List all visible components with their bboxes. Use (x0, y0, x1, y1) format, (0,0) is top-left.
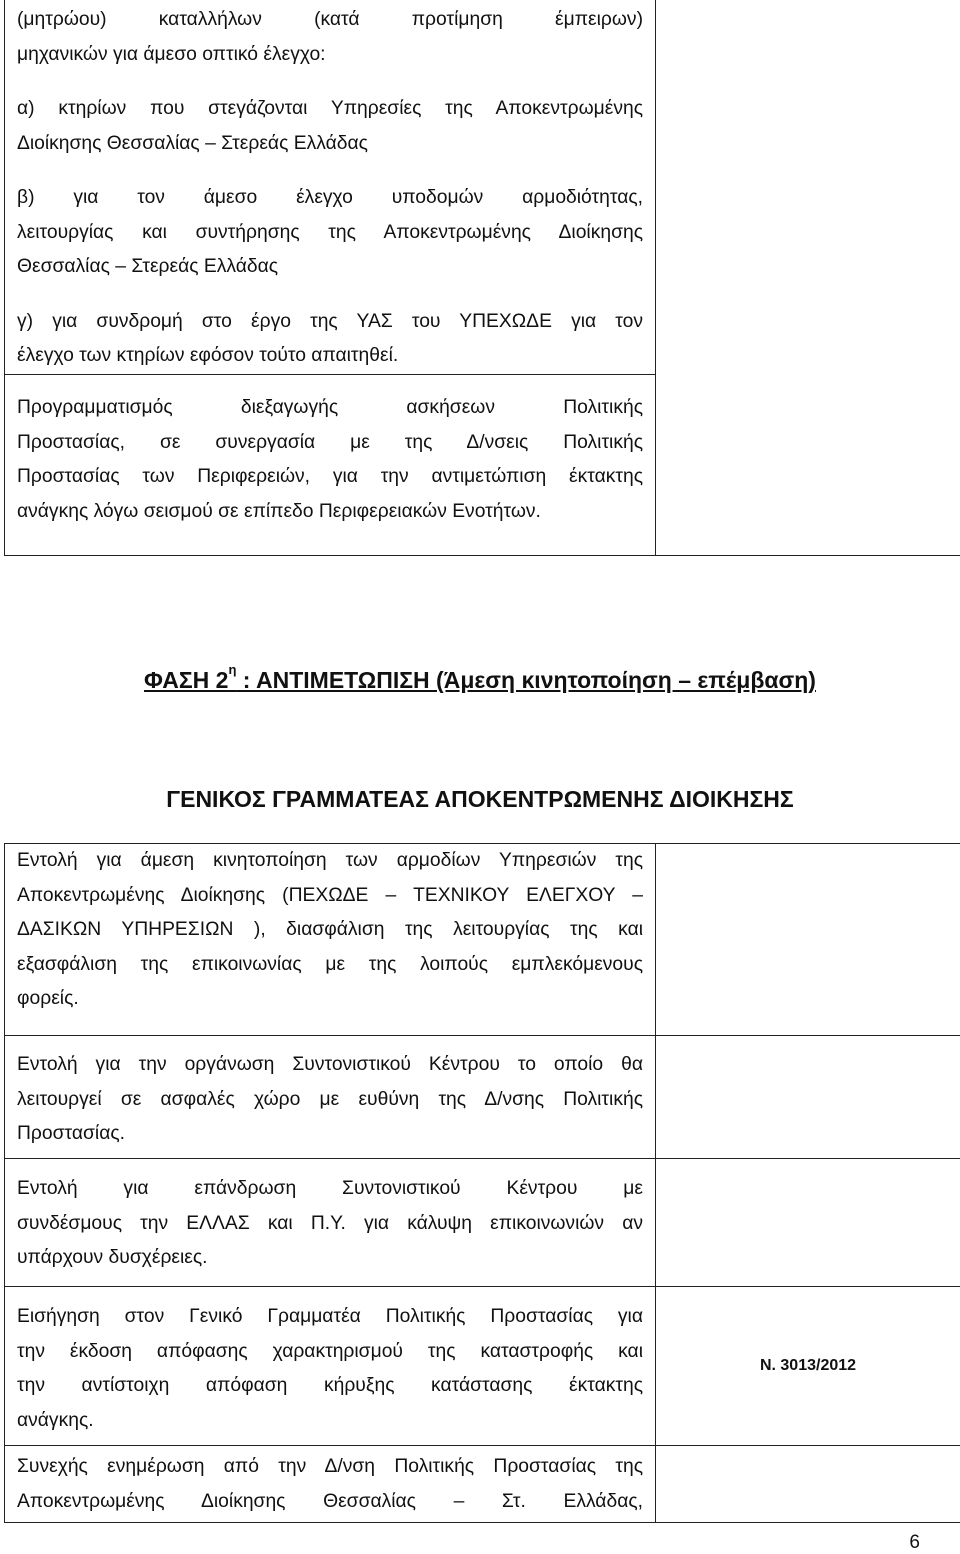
item-c-2: έλεγχο των κτηρίων εφόσον τούτο απαιτηθεί. (17, 345, 399, 366)
top-cell-2 (5, 375, 656, 556)
para-intro-2: μηχανικών για άμεσο οπτικό έλεγχο: (17, 43, 326, 65)
row-1-line-3: ΔΑΣΙΚΩΝ ΥΠΗΡΕΣΙΩΝ ), διασφάλιση της λειτουργίας της και (17, 919, 643, 940)
section-heading: ΓΕΝΙΚΟΣ ΓΡΑΜΜΑΤΕΑΣ ΑΠΟΚΕΝΤΡΩΜΕΝΗΣ ΔΙΟΙΚΗΣΗΣ (166, 786, 794, 812)
row-2-text-cell (5, 1036, 656, 1159)
row-4-line-1: Εισήγηση στον Γενικό Γραμματέα Πολιτικής Προστασίας για (17, 1306, 643, 1327)
row-5-line-1: Συνεχής ενημέρωση από την Δ/νση Πολιτικής Προστασίας της (17, 1456, 643, 1477)
phase-prefix: ΦΑΣΗ 2 (144, 667, 229, 693)
top-cell-1 (5, 0, 656, 375)
item-a-1: α) κτηρίων που στεγάζονται Υπηρεσίες της Αποκεντρωμένης (17, 98, 643, 119)
law-reference: Ν. 3013/2012 (759, 1357, 857, 1374)
item-b-3: Θεσσαλίας – Στερεάς Ελλάδας (17, 256, 279, 277)
para-exercise-1: Προγραμματισμός διεξαγωγής ασκήσεων Πολιτικής (17, 397, 643, 418)
para-exercise-2: Προστασίας, σε συνεργασία με της Δ/νσεις Πολιτικής (17, 431, 643, 453)
row-4-text-cell (5, 1287, 656, 1446)
row-1-line-4: εξασφάλιση της επικοινωνίας με της λοιπούς εμπλεκόμενους (17, 953, 643, 975)
item-b-2: λειτουργίας και συντήρησης της Αποκεντρωμένης Διοίκησης (17, 221, 643, 243)
phase-suffix: : ΑΝΤΙΜΕΤΩΠΙΣΗ (Άμεση κινητοποίηση – επέμβαση) (236, 667, 816, 693)
row-2-line-3: Προστασίας. (17, 1123, 125, 1144)
top-table (4, 0, 960, 556)
row-3-line-1: Εντολή για επάνδρωση Συντονιστικού Κέντρου με (17, 1178, 643, 1199)
row-1-line-1: Εντολή για άμεση κινητοποίηση των αρμοδίων Υπηρεσιών της (17, 850, 643, 871)
row-4-line-4: ανάγκης. (17, 1409, 94, 1431)
row-2-line-1: Εντολή για την οργάνωση Συντονιστικού Κέντρου το οποίο θα (17, 1054, 643, 1075)
row-4-side-cell (656, 1287, 960, 1446)
phase-sup: η (228, 662, 237, 677)
para-exercise-4: ανάγκης λόγω σεισμού σε επίπεδο Περιφερειακών Ενοτήτων. (17, 500, 541, 522)
row-2-line-2: λειτουργεί σε ασφαλές χώρο με ευθύνη της Δ/νσης Πολιτικής (17, 1088, 643, 1110)
row-5-line-2: Αποκεντρωμένης Διοίκησης Θεσσαλίας – Στ. Ελλάδας, (17, 1490, 643, 1512)
item-a-2: Διοίκησης Θεσσαλίας – Στερεάς Ελλάδας (17, 132, 368, 154)
row-3-line-2: συνδέσμους την ΕΛΛΑΣ και Π.Υ. για κάλυψη επικοινωνιών αν (17, 1212, 643, 1234)
top-right-cell (656, 0, 960, 556)
row-1-line-5: φορείς. (17, 988, 79, 1009)
row-1-side-cell (656, 844, 960, 1036)
phase-heading (0, 662, 960, 694)
item-c-1: γ) για συνδρομή στο έργο της ΥΑΣ του ΥΠΕΧΩΔΕ για τον (17, 310, 643, 332)
row-1-line-2: Αποκεντρωμένης Διοίκησης (ΠΕΧΩΔΕ – ΤΕΧΝΙΚΟΥ ΕΛΕΓΧΟΥ – (17, 884, 643, 906)
row-4-line-2: την έκδοση απόφασης χαρακτηρισμού της καταστροφής και (17, 1340, 643, 1362)
item-b-1: β) για τον άμεσο έλεγχο υποδομών αρμοδιότητας, (17, 187, 643, 208)
bottom-table (4, 843, 960, 1523)
para-intro-1: (μητρώου) καταλλήλων (κατά προτίμηση έμπειρων) (17, 9, 643, 30)
row-5-text-cell (5, 1446, 656, 1523)
row-4-line-3: την αντίστοιχη απόφαση κήρυξης κατάστασης έκτακτης (17, 1375, 643, 1396)
row-3-line-3: υπάρχουν δυσχέρειες. (17, 1247, 208, 1268)
row-5-side-cell (656, 1446, 960, 1523)
page-number: 6 (909, 1532, 920, 1553)
row-3-text-cell (5, 1159, 656, 1287)
para-exercise-3: Προστασίας των Περιφερειών, για την αντιμετώπιση έκτακτης (17, 466, 643, 487)
row-1-text-cell (5, 844, 656, 1036)
row-2-side-cell (656, 1036, 960, 1159)
row-3-side-cell (656, 1159, 960, 1287)
